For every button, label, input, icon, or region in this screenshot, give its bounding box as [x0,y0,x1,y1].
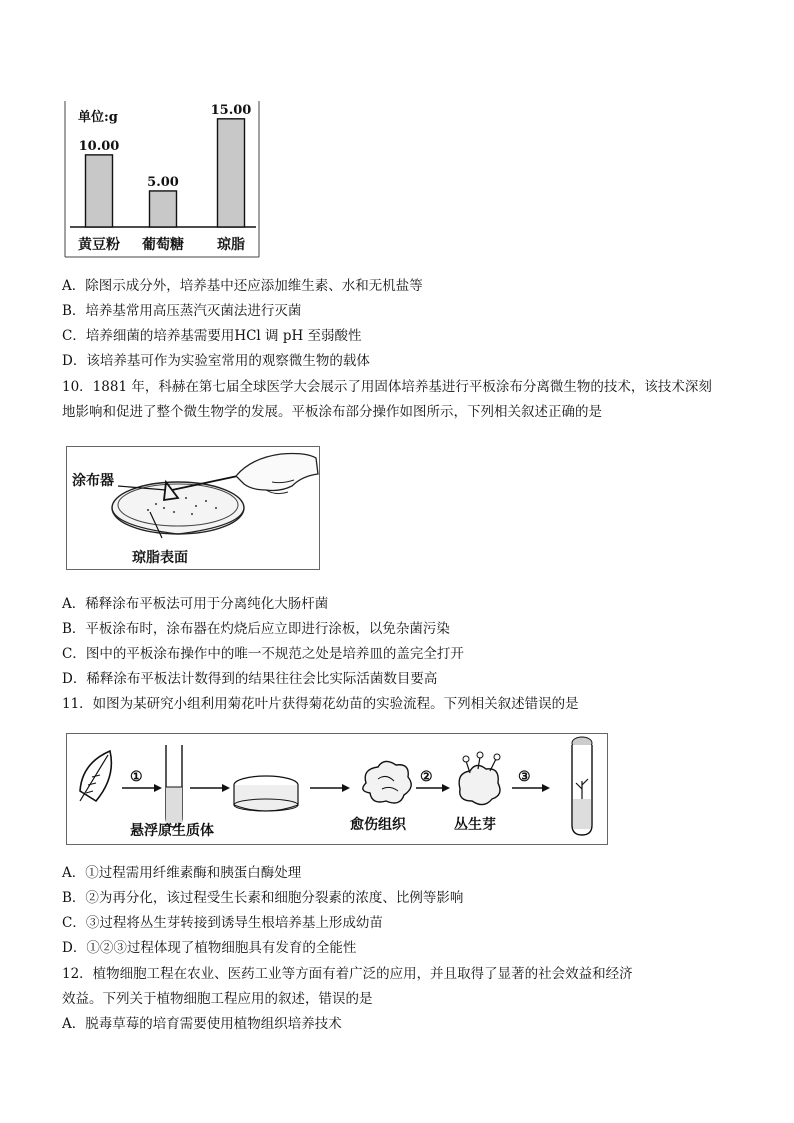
bar-2 [218,119,245,227]
q12-stem-line1: 12．植物细胞工程在农业、医药工业等方面有着广泛的应用，并且取得了显著的社会效益和经济 [62,966,633,982]
q10-option-c: C．图中的平板涂布操作中的唯一不规范之处是培养皿的盖完全打开 [62,646,464,662]
step-2-label: ② [420,769,433,785]
q11-stem: 11．如图为某研究小组利用菊花叶片获得菊花幼苗的实验流程。下列相关叙述错误的是 [62,696,579,712]
agar-surface-label: 琼脂表面 [132,550,188,566]
q9-option-d: D．该培养基可作为实验室常用的观察微生物的载体 [62,353,370,369]
bar-chart [64,100,260,258]
q9-option-c: C．培养细菌的培养基需要用HCl 调 pH 至弱酸性 [62,328,362,344]
q9-option-a: A．除图示成分外，培养基中还应添加维生素、水和无机盐等 [62,278,423,294]
q10-option-a: A．稀释涂布平板法可用于分离纯化大肠杆菌 [62,596,329,612]
q11-option-d: D．①②③过程体现了植物细胞具有发育的全能性 [62,940,357,956]
tissue-culture-flow-figure [66,733,608,845]
q10-stem-line2: 地影响和促进了整个微生物学的发展。平板涂布部分操作如图所示，下列相关叙述正确的是 [62,404,602,420]
buds-label: 丛生芽 [454,817,496,833]
bar-value-label-1: 5.00 [147,174,179,190]
buds-icon [459,752,500,805]
category-label-1: 葡萄糖 [142,237,184,253]
tissue-culture-flow [66,733,608,845]
test-tube-protoplast-icon [166,745,182,827]
q10-option-d: D．稀释涂布平板法计数得到的结果往往会比实际活菌数目要高 [62,671,438,687]
plate-spreading-figure [66,446,320,570]
q10-stem-line1: 10．1881 年，科赫在第七届全球医学大会展示了用固体培养基进行平板涂布分离微生物的技术，该技术深刻 [62,379,712,395]
q11-option-c: C．③过程将丛生芽转接到诱导生根培养基上形成幼苗 [62,915,383,931]
leaf-icon [80,751,111,801]
protoplast-label: 悬浮原生质体 [130,823,214,839]
step-1-label: ① [130,769,143,785]
bar-1 [150,191,177,227]
hand-icon [236,454,318,491]
seedling-tube-icon [572,737,592,835]
category-label-0: 黄豆粉 [78,237,120,253]
q11-option-a: A．①过程需用纤维素酶和胰蛋白酶处理 [62,865,302,881]
q12-stem-line2: 效益。下列关于植物细胞工程应用的叙述，错误的是 [62,991,373,1007]
chart-bars [78,103,251,253]
q10-option-b: B．平板涂布时，涂布器在灼烧后应立即进行涂板，以免杂菌污染 [62,621,450,637]
callus-icon [363,761,411,803]
callus-label: 愈伤组织 [350,817,406,833]
q12-option-a: A．脱毒草莓的培育需要使用植物组织培养技术 [62,1016,342,1032]
category-label-2: 琼脂 [217,237,245,253]
petri-dish-icon [234,776,298,811]
bar-value-label-2: 15.00 [210,102,252,118]
q9-option-b: B．培养基常用高压蒸汽灭菌法进行灭菌 [62,303,302,319]
bar-value-label-0: 10.00 [78,138,120,154]
q11-option-b: B．②为再分化，该过程受生长素和细胞分裂素的浓度、比例等影响 [62,890,464,906]
chart-unit-label: 单位:g [78,110,118,125]
step-3-label: ③ [518,769,531,785]
plate-spreading-illustration [66,446,320,570]
spreader-label: 涂布器 [72,473,114,489]
bar-chart-figure [64,100,260,258]
bar-0 [86,155,113,227]
